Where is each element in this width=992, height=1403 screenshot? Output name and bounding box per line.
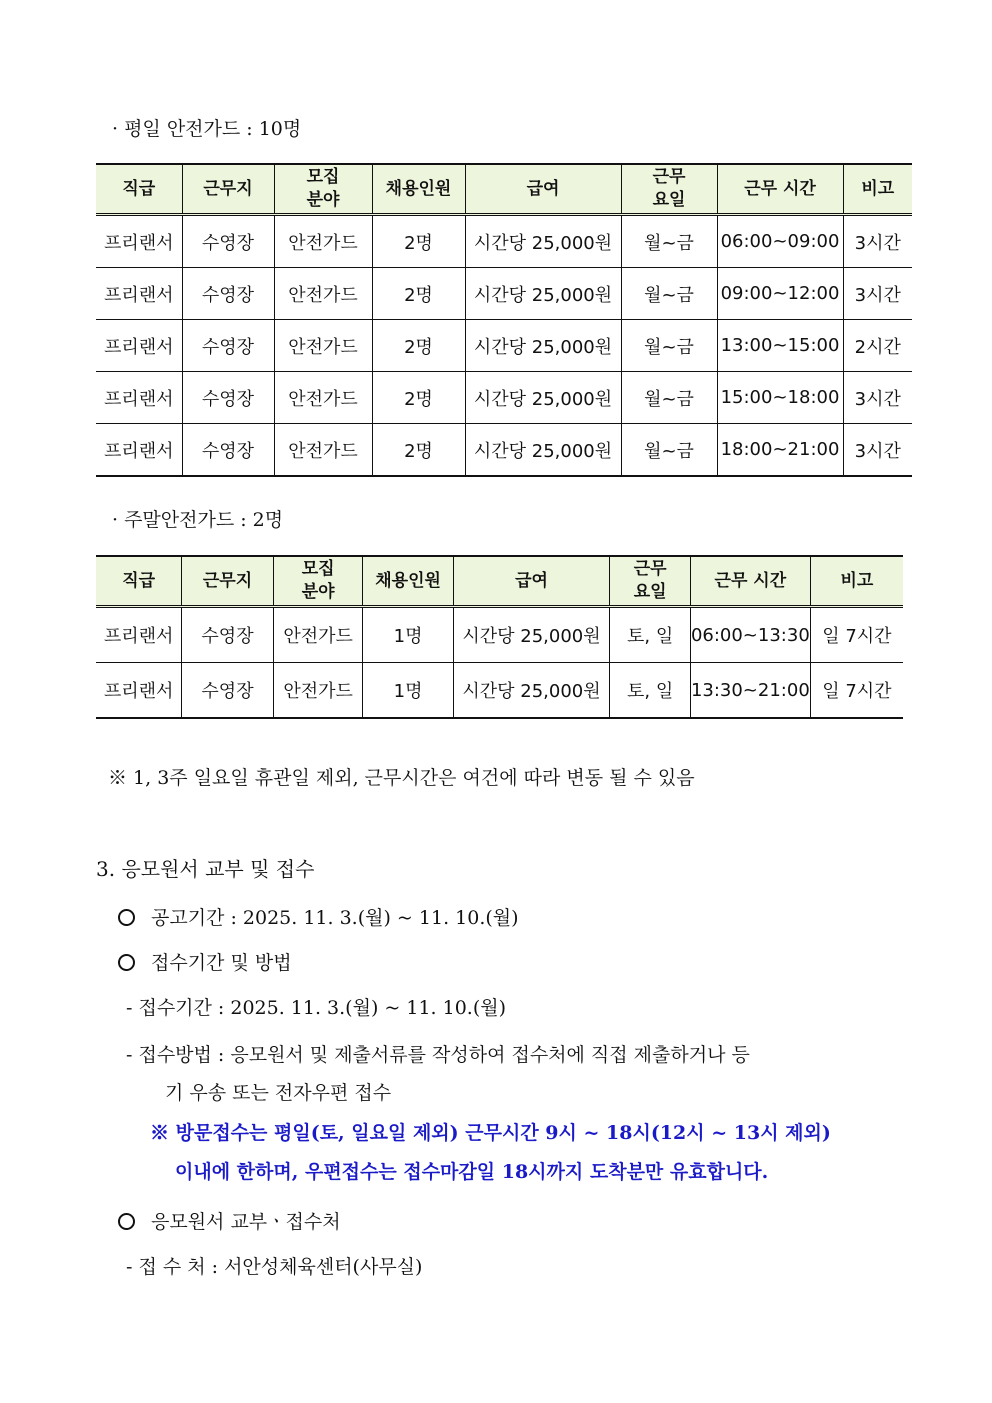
table-cell: 1명 bbox=[363, 607, 453, 663]
column-header: 채용인원 bbox=[363, 556, 453, 607]
table-cell: 3시간 bbox=[843, 372, 912, 424]
table-row bbox=[96, 663, 903, 719]
table-cell: 토, 일 bbox=[610, 663, 691, 719]
table-cell: 안전가드 bbox=[274, 372, 372, 424]
column-header: 급여 bbox=[465, 164, 621, 215]
table-cell: 안전가드 bbox=[273, 663, 363, 719]
table-cell: 안전가드 bbox=[274, 320, 372, 372]
table-cell: 시간당 25,000원 bbox=[465, 372, 621, 424]
table-cell: 13:30~21:00 bbox=[690, 663, 810, 719]
column-header: 비고 bbox=[843, 164, 912, 215]
table-cell: 시간당 25,000원 bbox=[453, 607, 610, 663]
table-cell: 06:00~09:00 bbox=[717, 215, 843, 268]
receipt-method-line-2: 기 우송 또는 전자우편 접수 bbox=[165, 1082, 392, 1104]
table-row bbox=[96, 215, 912, 268]
table-header-row bbox=[96, 164, 912, 215]
table-cell: 2명 bbox=[372, 215, 465, 268]
column-header: 근무 시간 bbox=[690, 556, 810, 607]
table-cell: 안전가드 bbox=[274, 268, 372, 320]
column-header: 근무지 bbox=[182, 556, 273, 607]
table-note: ※ 1, 3주 일요일 휴관일 제외, 근무시간은 여건에 따라 변동 될 수 있음 bbox=[108, 767, 695, 789]
table-row bbox=[96, 607, 903, 663]
receipt-period: - 접수기간 : 2025. 11. 3.(월) ~ 11. 10.(월) bbox=[126, 997, 507, 1019]
table-cell: 18:00~21:00 bbox=[717, 424, 843, 477]
table-cell: 수영장 bbox=[182, 424, 274, 477]
table-row bbox=[96, 268, 912, 320]
table-cell: 안전가드 bbox=[274, 424, 372, 477]
table-cell: 2시간 bbox=[843, 320, 912, 372]
table-cell: 일 7시간 bbox=[810, 663, 903, 719]
column-header: 근무지 bbox=[182, 164, 274, 215]
table-cell: 월~금 bbox=[621, 268, 717, 320]
table-cell: 월~금 bbox=[621, 424, 717, 477]
table-cell: 시간당 25,000원 bbox=[465, 424, 621, 477]
table-cell: 프리랜서 bbox=[96, 372, 182, 424]
circle-bullet-icon bbox=[118, 1213, 135, 1230]
column-header: 근무 요일 bbox=[610, 556, 691, 607]
table-cell: 수영장 bbox=[182, 320, 274, 372]
table-cell: 프리랜서 bbox=[96, 663, 182, 719]
table-cell: 시간당 25,000원 bbox=[465, 320, 621, 372]
visit-notice-line-2: 이내에 한하며, 우편접수는 접수마감일 18시까지 도착분만 유효합니다. bbox=[175, 1161, 769, 1183]
circle-bullet-icon bbox=[118, 909, 135, 926]
column-header: 근무 시간 bbox=[717, 164, 843, 215]
receipt-method-line-1: - 접수방법 : 응모원서 및 제출서류를 작성하여 접수처에 직접 제출하거나 등 bbox=[126, 1044, 750, 1066]
table-header-row bbox=[96, 556, 903, 607]
table-cell: 15:00~18:00 bbox=[717, 372, 843, 424]
column-header: 모집 분야 bbox=[274, 164, 372, 215]
table-cell: 2명 bbox=[372, 424, 465, 477]
table-cell: 3시간 bbox=[843, 215, 912, 268]
announce-period: 공고기간 : 2025. 11. 3.(월) ~ 11. 10.(월) bbox=[118, 903, 519, 930]
column-header: 직급 bbox=[96, 164, 182, 215]
table-cell: 안전가드 bbox=[274, 215, 372, 268]
table-cell: 시간당 25,000원 bbox=[465, 268, 621, 320]
table-cell: 09:00~12:00 bbox=[717, 268, 843, 320]
table-cell: 프리랜서 bbox=[96, 320, 182, 372]
table-cell: 수영장 bbox=[182, 268, 274, 320]
section-3-title: 3. 응모원서 교부 및 접수 bbox=[96, 857, 315, 881]
table-cell: 프리랜서 bbox=[96, 424, 182, 477]
table-row bbox=[96, 320, 912, 372]
table-cell: 수영장 bbox=[182, 607, 273, 663]
weekday-section-title: · 평일 안전가드 : 10명 bbox=[112, 118, 302, 140]
table-cell: 월~금 bbox=[621, 320, 717, 372]
table-cell: 1명 bbox=[363, 663, 453, 719]
column-header: 급여 bbox=[453, 556, 610, 607]
table-cell: 월~금 bbox=[621, 372, 717, 424]
table-cell: 안전가드 bbox=[273, 607, 363, 663]
table-cell: 수영장 bbox=[182, 372, 274, 424]
table-cell: 시간당 25,000원 bbox=[453, 663, 610, 719]
table-cell: 시간당 25,000원 bbox=[465, 215, 621, 268]
table-row bbox=[96, 372, 912, 424]
table-cell: 3시간 bbox=[843, 268, 912, 320]
column-header: 모집 분야 bbox=[273, 556, 363, 607]
column-header: 근무 요일 bbox=[621, 164, 717, 215]
table-cell: 수영장 bbox=[182, 215, 274, 268]
table-cell: 2명 bbox=[372, 320, 465, 372]
table-cell: 수영장 bbox=[182, 663, 273, 719]
table-cell: 프리랜서 bbox=[96, 215, 182, 268]
table-cell: 프리랜서 bbox=[96, 268, 182, 320]
circle-bullet-icon bbox=[118, 954, 135, 971]
receipt-heading: 접수기간 및 방법 bbox=[118, 948, 292, 975]
weekend-section-title: · 주말안전가드 : 2명 bbox=[112, 509, 284, 531]
table-cell: 프리랜서 bbox=[96, 607, 182, 663]
table-cell: 06:00~13:30 bbox=[690, 607, 810, 663]
visit-notice-line-1: ※ 방문접수는 평일(토, 일요일 제외) 근무시간 9시 ~ 18시(12시 ~ 13시 제외) bbox=[150, 1122, 831, 1144]
table-cell: 2명 bbox=[372, 372, 465, 424]
weekday-schedule-table bbox=[96, 163, 912, 477]
office-location: - 접 수 처 : 서안성체육센터(사무실) bbox=[126, 1256, 423, 1278]
table-row bbox=[96, 424, 912, 477]
office-heading: 응모원서 교부ㆍ접수처 bbox=[118, 1207, 341, 1234]
column-header: 비고 bbox=[810, 556, 903, 607]
column-header: 직급 bbox=[96, 556, 182, 607]
weekend-schedule-table bbox=[96, 555, 903, 719]
table-cell: 월~금 bbox=[621, 215, 717, 268]
table-cell: 13:00~15:00 bbox=[717, 320, 843, 372]
table-cell: 토, 일 bbox=[610, 607, 691, 663]
table-cell: 3시간 bbox=[843, 424, 912, 477]
table-cell: 2명 bbox=[372, 268, 465, 320]
column-header: 채용인원 bbox=[372, 164, 465, 215]
table-cell: 일 7시간 bbox=[810, 607, 903, 663]
